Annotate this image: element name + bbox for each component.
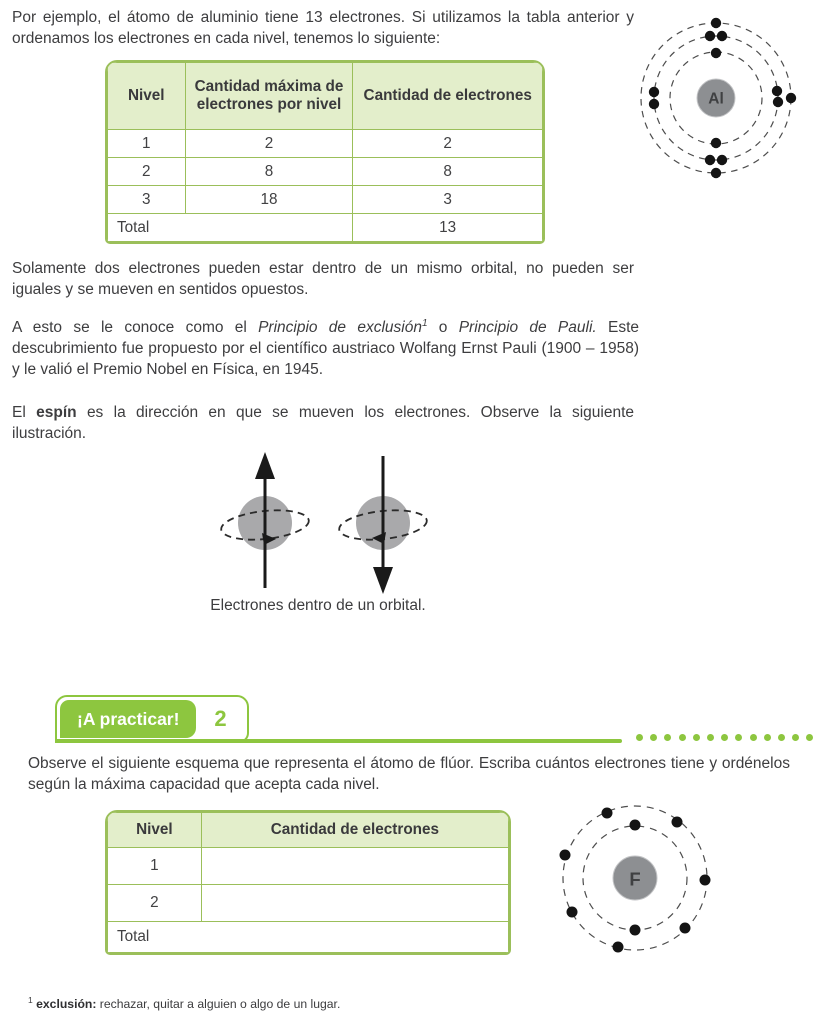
element-symbol: F — [629, 868, 641, 890]
pauli-text-3: Este descubrimiento fue propuesto por el científico austriaco Wolfang Ernst Pauli (1900 – 1958) y le valió el Premio Nobel en Física, en 1945. — [12, 319, 639, 378]
electron-spin-up — [220, 452, 310, 588]
down-arrow-icon — [373, 567, 393, 594]
section-divider-line — [55, 739, 622, 743]
answer-cell-level-1 — [201, 848, 508, 885]
header-nivel: Nivel — [108, 63, 186, 130]
header-max-electrones: Cantidad máxima de electrones por nivel — [185, 63, 353, 130]
footnote-definition: rechazar, quitar a alguien o algo de un lugar. — [96, 997, 341, 1011]
table-row — [108, 186, 543, 214]
intro-paragraph: Por ejemplo, el átomo de aluminio tiene 13 electrones. Si utilizamos la tabla anterior y ordenamos los electrones en cada nivel, tenemos lo siguiente: — [12, 9, 634, 47]
table-cell: 2 — [353, 130, 543, 158]
table-cell: 18 — [185, 186, 353, 214]
total-label: Total — [108, 214, 353, 242]
table-cell: 3 — [108, 186, 186, 214]
header-cantidad: Cantidad de electrones — [201, 813, 508, 848]
table-cell: 1 — [108, 848, 202, 885]
table-cell: 8 — [185, 158, 353, 186]
footnote-marker: 1 — [28, 994, 33, 1005]
answer-cell-level-2 — [201, 885, 508, 922]
espin-text-1: El — [12, 404, 37, 421]
table-total-row — [108, 214, 543, 242]
table-header-row — [108, 63, 543, 130]
espin-bold: espín — [36, 404, 77, 421]
table-cell: 2 — [108, 885, 202, 922]
footnote-ref: 1 — [421, 317, 428, 329]
spin-illustration — [200, 448, 450, 598]
header-nivel: Nivel — [108, 813, 202, 848]
table-header-row — [108, 813, 509, 848]
table-row — [108, 158, 543, 186]
espin-text-2: es la dirección en que se mueven los electrones. Observe la siguiente ilustración. — [12, 404, 634, 442]
table-cell: 2 — [108, 158, 186, 186]
espin-paragraph — [12, 402, 634, 444]
table-cell: 1 — [108, 130, 186, 158]
table-row — [108, 885, 509, 922]
figure-caption: Electrones dentro de un orbital. — [210, 597, 426, 614]
table-cell: 3 — [353, 186, 543, 214]
practice-instruction: Observe el siguiente esquema que representa el átomo de flúor. Escriba cuántos electrones tiene y ordénelos según la máxima capacidad que acepta cada nivel. — [28, 755, 790, 793]
dotted-line — [636, 734, 813, 741]
table-row — [108, 848, 509, 885]
footnote-term: exclusión: — [36, 997, 97, 1011]
table-row — [108, 130, 543, 158]
table-cell: 2 — [185, 130, 353, 158]
pauli-text-2: o — [427, 319, 459, 336]
practice-badge-label: ¡A practicar! — [60, 700, 196, 738]
orbital-paragraph: Solamente dos electrones pueden estar dentro de un mismo orbital, no pueden ser iguales y se mueven en sentidos opuestos. — [12, 260, 634, 298]
pauli-italic-1: Principio de exclusión — [258, 319, 422, 336]
header-cantidad: Cantidad de electrones — [353, 63, 543, 130]
practice-badge-number: 2 — [214, 706, 227, 731]
pauli-italic-2: Principio de Pauli. — [458, 319, 597, 336]
total-value: 13 — [353, 214, 543, 242]
element-symbol: Al — [708, 90, 724, 108]
fluorine-electron-table — [105, 810, 511, 955]
footnote — [28, 994, 341, 1011]
total-label: Total — [108, 922, 509, 953]
table-total-row — [108, 922, 509, 953]
electron-spin-down — [338, 456, 428, 594]
aluminium-electron-table — [105, 60, 545, 244]
fluorine-atom-diagram — [553, 796, 717, 960]
practice-badge — [55, 695, 249, 743]
pauli-paragraph — [12, 317, 639, 380]
aluminium-atom-diagram — [630, 12, 802, 184]
up-arrow-icon — [255, 452, 275, 479]
table-cell: 8 — [353, 158, 543, 186]
pauli-text-1: A esto se le conoce como el — [12, 319, 259, 336]
